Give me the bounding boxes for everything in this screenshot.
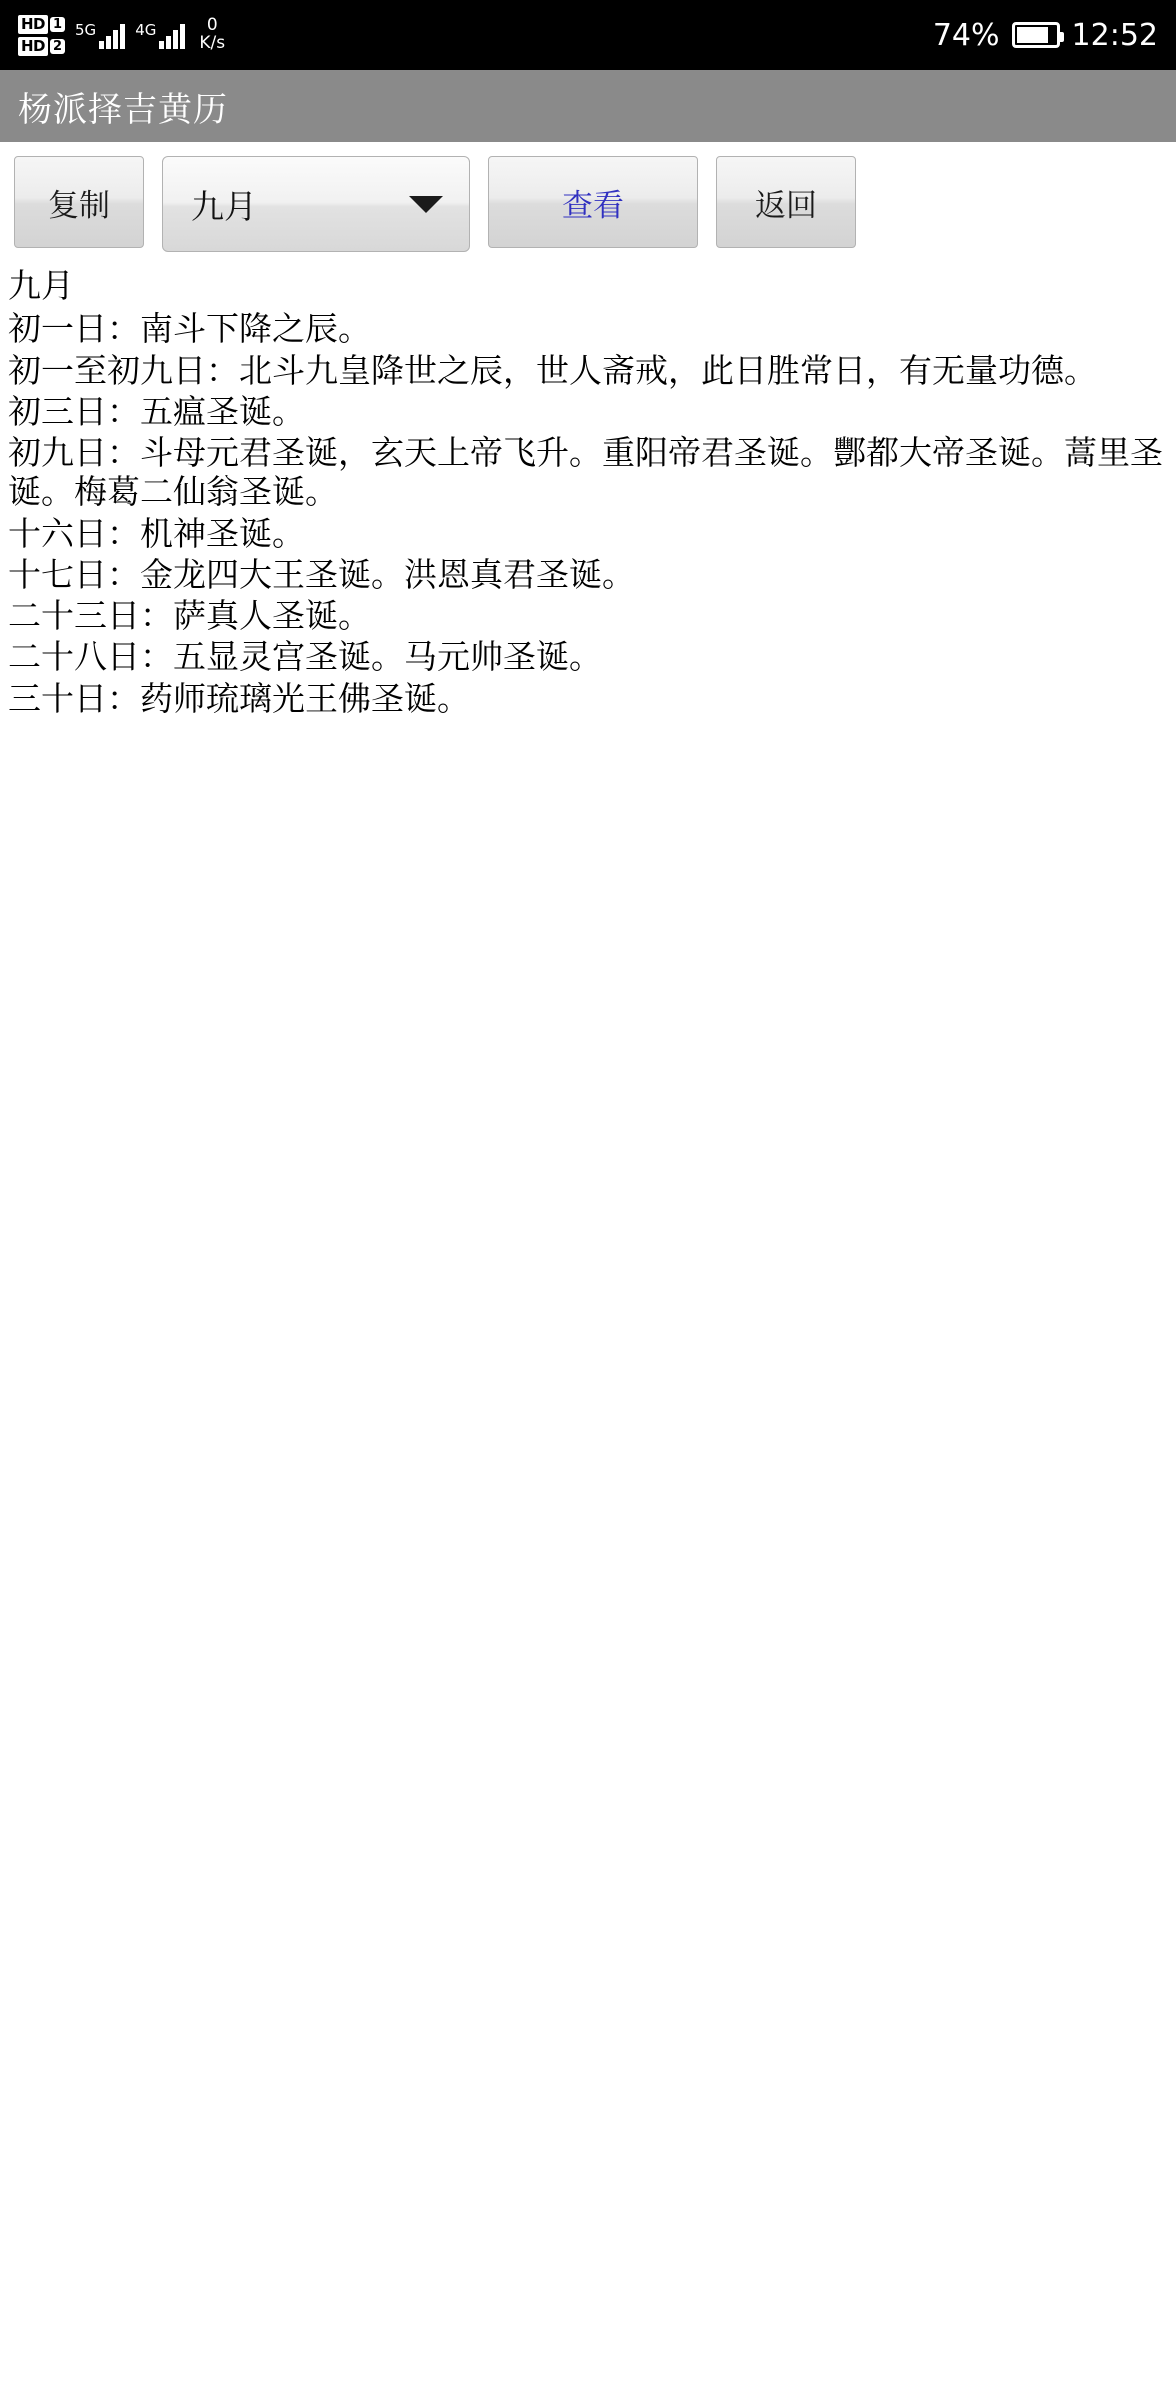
signal-sim2 — [135, 21, 185, 49]
hd-sim1-icon — [18, 15, 65, 34]
status-bar-right — [933, 18, 1158, 53]
clock-label: 12:52 — [1071, 17, 1158, 53]
copy-button[interactable]: 复制 — [14, 156, 144, 248]
content-line: 初三日：五瘟圣诞。 — [8, 391, 305, 431]
network-speed-indicator — [199, 17, 225, 53]
status-bar — [0, 0, 1176, 70]
network-type-sim2-label: 4G — [135, 21, 157, 39]
chevron-down-icon — [409, 196, 443, 213]
signal-sim1 — [75, 21, 125, 49]
network-speed-value: 0 — [206, 15, 218, 36]
content-line: 二十八日：五显灵宫圣诞。马元帅圣诞。 — [8, 637, 602, 677]
signal-bars-sim1-icon — [99, 21, 125, 49]
app-title-bar — [0, 70, 1176, 142]
content-line: 初一日：南斗下降之辰。 — [8, 309, 371, 349]
page-title: 杨派择吉黄历 — [18, 89, 228, 130]
content-line: 初一至初九日：北斗九皇降世之辰，世人斋戒，此日胜常日，有无量功德。 — [8, 350, 1097, 390]
hd-volte-icons — [18, 15, 65, 56]
battery-icon — [1012, 22, 1060, 48]
view-button[interactable]: 查看 — [488, 156, 698, 248]
network-speed-unit: K/s — [199, 33, 226, 53]
month-spinner-value: 九月 — [191, 186, 257, 226]
content-line: 十六日：机神圣诞。 — [8, 513, 305, 553]
hd-sim2-number: 2 — [50, 39, 65, 54]
content-line: 初九日：斗母元君圣诞，玄天上帝飞升。重阳帝君圣诞。酆都大帝圣诞。蒿里圣诞。梅葛二仙翁圣诞。 — [8, 433, 1163, 512]
signal-bars-sim2-icon — [159, 21, 185, 49]
hd-sim2-label: HD — [18, 37, 48, 56]
month-spinner[interactable] — [162, 156, 470, 252]
content-line: 九月 — [8, 266, 74, 305]
hd-sim1-number: 1 — [50, 17, 65, 32]
content-area — [0, 262, 1176, 718]
hd-sim2-icon — [18, 37, 65, 56]
content-line: 三十日：药师琉璃光王佛圣诞。 — [8, 678, 470, 718]
status-bar-left — [18, 15, 225, 56]
back-button[interactable]: 返回 — [716, 156, 856, 248]
content-line: 十七日：金龙四大王圣诞。洪恩真君圣诞。 — [8, 554, 635, 594]
toolbar — [0, 142, 1176, 262]
hd-sim1-label: HD — [18, 15, 48, 34]
content-line: 二十三日：萨真人圣诞。 — [8, 596, 371, 636]
network-type-sim1-label: 5G — [75, 21, 97, 39]
battery-percent-label: 74% — [932, 17, 1000, 53]
